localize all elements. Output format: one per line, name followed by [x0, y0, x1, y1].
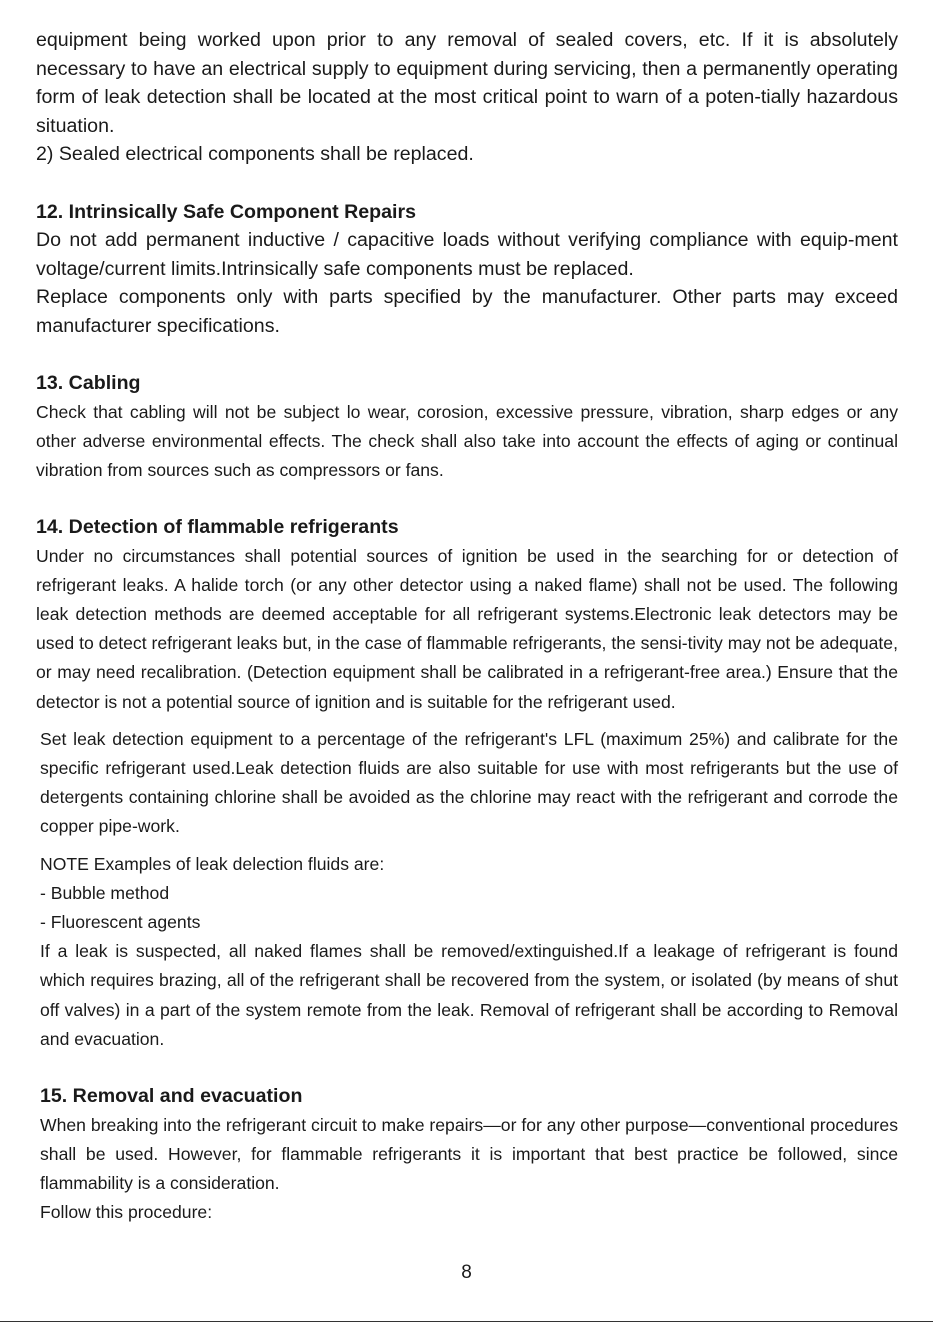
section-11-paragraph: equipment being worked upon prior to any removal of sealed covers, etc. If it is absolutely necessary to have an electrical supply to equipment during servicing, then a permanently operating form of leak detection shall be located at the most critical point to warn of a poten-tially hazardous situation. — [36, 29, 898, 137]
section-14-paragraph-1: Under no circumstances shall potential sources of ignition be used in the searching for or detection of refrigerant leaks. A halide torch (or any other detector using a naked flame) shall not be used. The following leak detection methods are deemed acceptable for all refrigerant systems.Electronic leak detectors may be used to detect refrigerant leaks but, in the case of flammable refrigerants, the sensi-tivity may not be adequate, or may need recalibration. (Detection equipment shall be calibrated in a refrigerant-free area.) Ensure that the detector is not a potential source of ignition and is suitable for the refrigerant used. — [36, 545, 898, 712]
section-13-paragraph: Check that cabling will not be subject lo wear, corosion, excessive pressure, vibration, sharp edges or any other adverse environmental effects. The check shall also take into account the effects of aging or continual vibration from sources such as compressors or fans. — [36, 401, 898, 480]
bottom-divider — [0, 1321, 933, 1322]
section-14-heading: 14. Detection of flammable refrigerants — [36, 516, 399, 539]
spacer — [36, 340, 898, 369]
spacer — [36, 717, 898, 725]
section-14-indented-block — [36, 725, 898, 1228]
section-12-paragraph-1: Do not add permanent inductive / capacitive loads without verifying compliance with equip-ment voltage/current limits.Intrinsically safe components must be replaced. — [36, 229, 898, 280]
section-11-item-2: 2) Sealed electrical components shall be replaced. — [36, 143, 474, 165]
spacer — [40, 1054, 898, 1082]
spacer — [36, 169, 898, 198]
section-14-paragraph-2: Set leak detection equipment to a percentage of the refrigerant's LFL (maximum 25%) and calibrate for the specific refrigerant used.Leak detection fluids are also suitable for use with most refrigerants but the use of detergents containing chlorine shall be avoided as the chlorine may react with the refrigerant and corrode the copper pipe-work. — [40, 728, 898, 837]
section-12-paragraph-2: Replace components only with parts specified by the manufacturer. Other parts may exceed manufacturer specifications. — [36, 286, 898, 337]
page-number: 8 — [461, 1262, 472, 1283]
section-13-heading: 13. Cabling — [36, 372, 141, 394]
section-14-paragraph-3: If a leak is suspected, all naked flames shall be removed/extinguished.If a leakage of refrigerant is found which requires brazing, all of the refrigerant shall be recovered from the system, or isolated (by means of shut off valves) in a part of the system remote from the leak. Removal of refrigerant shall be according to Removal and evacuation. — [40, 941, 898, 1049]
section-15-paragraph-2: Follow this procedure: — [40, 1202, 213, 1223]
note-heading: NOTE Examples of leak delection fluids are: — [40, 853, 385, 874]
spacer — [36, 485, 898, 513]
note-item-bubble: - Bubble method — [40, 882, 170, 903]
spacer — [40, 842, 898, 850]
note-item-fluorescent: - Fluorescent agents — [40, 912, 201, 933]
section-15-heading: 15. Removal and evacuation — [40, 1085, 303, 1108]
section-12-heading: 12. Intrinsically Safe Component Repairs — [36, 200, 417, 223]
section-15-paragraph-1: When breaking into the refrigerant circuit to make repairs—or for any other purpose—conventional procedures shall be used. However, for flammable refrigerants it is important that best practice be followed, since flammability is a consideration. — [40, 1114, 898, 1193]
page-content — [36, 26, 898, 1227]
